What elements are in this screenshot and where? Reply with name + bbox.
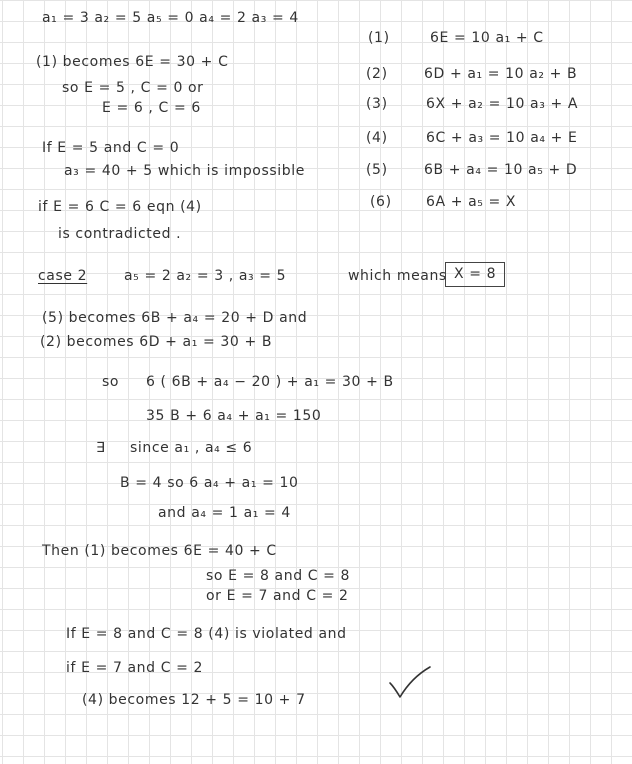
equation-4-number: (4) xyxy=(366,130,388,146)
given-values-line: a₁ = 3 a₂ = 5 a₅ = 0 a₄ = 2 a₃ = 4 xyxy=(42,10,299,26)
equation-6-number: (6) xyxy=(370,194,392,210)
case2-substitution-line: 6 ( 6B + a₄ − 20 ) + a₁ = 30 + B xyxy=(146,374,394,390)
equation-3-number: (3) xyxy=(366,96,388,112)
equation-3: 6X + a₂ = 10 a₃ + A xyxy=(426,96,579,112)
case2-which-means: which means xyxy=(348,268,447,284)
case2-then-line: Then (1) becomes 6E = 40 + C xyxy=(42,543,277,559)
equation-4: 6C + a₃ = 10 a₄ + E xyxy=(426,130,578,146)
equation-5-number: (5) xyxy=(366,162,388,178)
case2-e8-line: so E = 8 and C = 8 xyxy=(206,568,351,584)
case2-35b-line: 35 B + 6 a₄ + a₁ = 150 xyxy=(146,408,322,424)
case2-final-line: (4) becomes 12 + 5 = 10 + 7 xyxy=(82,692,306,708)
equation-2-number: (2) xyxy=(366,66,388,82)
case2-b4-line: B = 4 so 6 a₄ + a₁ = 10 xyxy=(120,475,299,491)
case2-so-label: so xyxy=(102,374,120,390)
case2-if7-line: if E = 7 and C = 2 xyxy=(66,660,204,676)
case1-contradicted-line: is contradicted . xyxy=(58,226,182,242)
case2-heading: case 2 xyxy=(38,268,88,284)
case1-if-line: If E = 5 and C = 0 xyxy=(42,140,180,156)
equation-1: 6E = 10 a₁ + C xyxy=(430,30,544,46)
case2-since-line: since a₁ , a₄ ≤ 6 xyxy=(130,440,253,456)
checkmark-icon xyxy=(388,665,432,701)
case2-exists-symbol: ∃ xyxy=(96,440,106,456)
case2-values-line: a₅ = 2 a₂ = 3 , a₃ = 5 xyxy=(124,268,287,284)
case2-a4-line: and a₄ = 1 a₁ = 4 xyxy=(158,505,291,521)
case2-e7-line: or E = 7 and C = 2 xyxy=(206,588,349,604)
equation-1-number: (1) xyxy=(368,30,390,46)
case1-a3-line: a₃ = 40 + 5 which is impossible xyxy=(64,163,305,179)
case2-eq5-line: (5) becomes 6B + a₄ = 20 + D and xyxy=(42,310,308,326)
case2-result-box: X = 8 xyxy=(445,262,505,287)
equation-2: 6D + a₁ = 10 a₂ + B xyxy=(424,66,578,82)
equation-6: 6A + a₅ = X xyxy=(426,194,517,210)
case1-or-line: E = 6 , C = 6 xyxy=(102,100,201,116)
case2-if8-line: If E = 8 and C = 8 (4) is violated and xyxy=(66,626,347,642)
equation-5: 6B + a₄ = 10 a₅ + D xyxy=(424,162,578,178)
case2-eq2-line: (2) becomes 6D + a₁ = 30 + B xyxy=(40,334,273,350)
case1-so-line: so E = 5 , C = 0 or xyxy=(62,80,204,96)
case1-if2-line: if E = 6 C = 6 eqn (4) xyxy=(38,199,202,215)
case1-becomes-line: (1) becomes 6E = 30 + C xyxy=(36,54,229,70)
